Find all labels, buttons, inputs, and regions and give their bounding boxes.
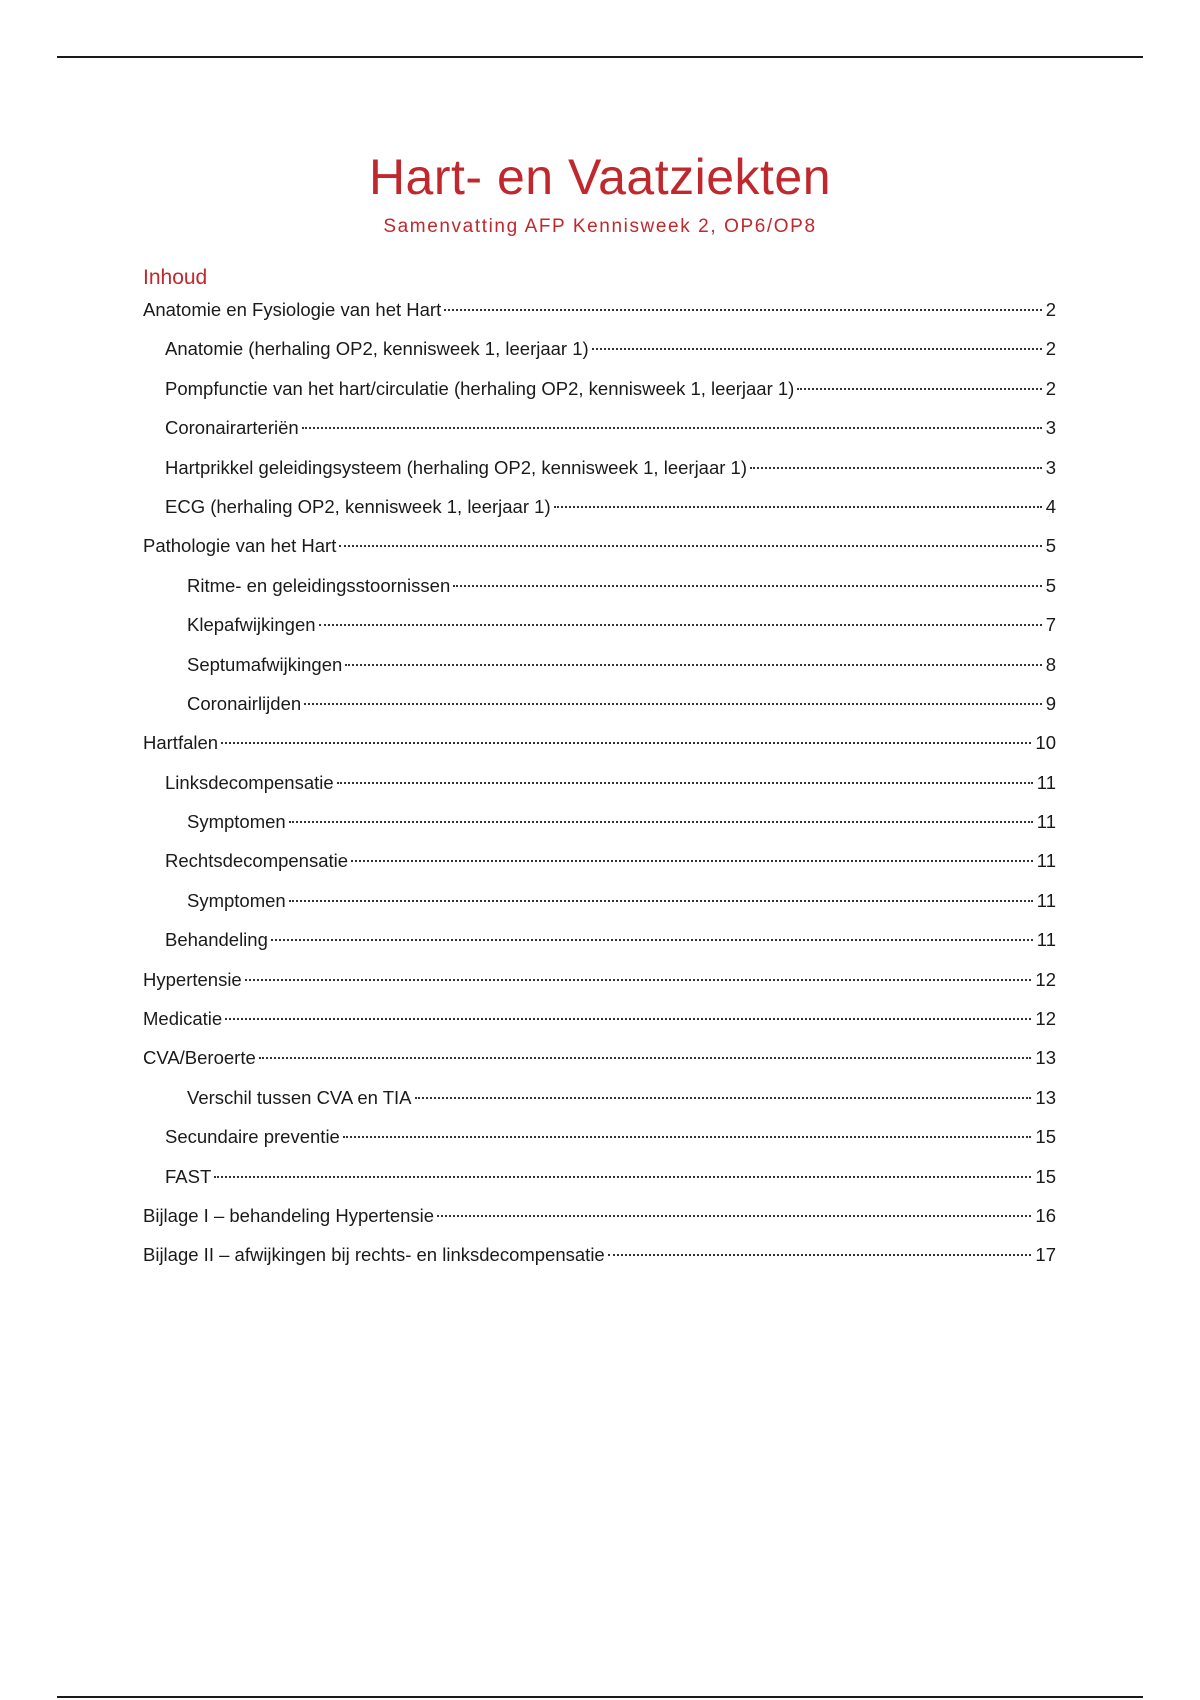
toc-entry[interactable]	[143, 999, 1056, 1038]
toc-entry-page: 13	[1035, 1086, 1056, 1108]
toc-entry[interactable]	[143, 1235, 1056, 1274]
toc-leader-dots	[302, 427, 1042, 429]
toc-leader-dots	[259, 1057, 1032, 1059]
toc-entry[interactable]	[143, 448, 1056, 487]
toc-leader-dots	[797, 388, 1041, 390]
toc-leader-dots	[415, 1097, 1032, 1099]
header-rule	[57, 56, 1143, 58]
toc-entry-page: 3	[1045, 456, 1056, 478]
toc-leader-dots	[343, 1136, 1032, 1138]
document-title: Hart- en Vaatziekten	[368, 149, 832, 205]
toc-entry-page: 12	[1035, 1008, 1056, 1030]
toc-entry[interactable]	[143, 566, 1056, 605]
toc-entry-label: Pompfunctie van het hart/circulatie (herhaling OP2, kennisweek 1, leerjaar 1)	[165, 377, 795, 399]
toc-leader-dots	[289, 900, 1033, 902]
toc-entry-label: Verschil tussen CVA en TIA	[187, 1086, 412, 1108]
toc-leader-dots	[221, 742, 1031, 744]
toc-entry[interactable]	[143, 1196, 1056, 1235]
toc-heading: Inhoud	[143, 266, 208, 289]
toc-entry-page: 17	[1035, 1244, 1056, 1266]
footer-rule	[57, 1696, 1143, 1698]
toc-entry[interactable]	[143, 1038, 1056, 1077]
toc-entry-label: CVA/Beroerte	[143, 1047, 256, 1069]
toc-entry-page: 2	[1045, 377, 1056, 399]
toc-entry-label: Anatomie (herhaling OP2, kennisweek 1, leerjaar 1)	[165, 338, 589, 360]
toc-entry[interactable]	[143, 329, 1056, 368]
toc-entry-label: FAST	[165, 1165, 212, 1187]
toc-leader-dots	[608, 1254, 1032, 1256]
toc-entry-label: Hartprikkel geleidingsysteem (herhaling OP2, kennisweek 1, leerjaar 1)	[165, 456, 748, 478]
toc-entry-label: ECG (herhaling OP2, kennisweek 1, leerjaar 1)	[165, 495, 551, 517]
toc-entry-label: Klepafwijkingen	[187, 614, 316, 636]
toc-leader-dots	[351, 860, 1033, 862]
toc-entry-label: Anatomie en Fysiologie van het Hart	[143, 299, 442, 320]
toc-leader-dots	[245, 979, 1032, 981]
toc-entry-page: 5	[1045, 535, 1056, 557]
toc-entry-label: Secundaire preventie	[165, 1126, 340, 1148]
toc-entry[interactable]	[143, 960, 1056, 999]
toc-entry-page: 11	[1036, 811, 1056, 833]
toc-entry[interactable]	[143, 1157, 1056, 1196]
toc-entry-label: Coronairlijden	[187, 692, 302, 714]
toc-entry[interactable]	[143, 1117, 1056, 1156]
toc-entry-page: 2	[1045, 299, 1056, 320]
toc-entry-page: 15	[1035, 1165, 1056, 1187]
toc-entry-label: Rechtsdecompensatie	[165, 850, 349, 872]
toc-entry-page: 15	[1035, 1126, 1056, 1148]
toc-leader-dots	[453, 585, 1041, 587]
toc-entry-label: Hartfalen	[143, 732, 219, 754]
toc-entry-label: Linksdecompensatie	[165, 771, 334, 793]
toc-entry[interactable]	[143, 605, 1056, 644]
toc-leader-dots	[337, 782, 1033, 784]
toc-entry-label: Medicatie	[143, 1008, 223, 1030]
toc-leader-dots	[289, 821, 1033, 823]
toc-entry[interactable]	[143, 881, 1056, 920]
toc-entry[interactable]	[143, 723, 1056, 762]
toc-leader-dots	[592, 348, 1042, 350]
toc-entry-page: 12	[1035, 968, 1056, 990]
toc-entry[interactable]	[143, 802, 1056, 841]
toc-entry-page: 7	[1045, 614, 1056, 636]
toc-entry[interactable]	[143, 841, 1056, 880]
toc-entry-page: 16	[1035, 1204, 1056, 1226]
toc-entry-page: 2	[1045, 338, 1056, 360]
toc-entry[interactable]	[143, 408, 1056, 447]
toc-entry-label: Behandeling	[165, 929, 268, 951]
toc-entry[interactable]	[143, 369, 1056, 408]
toc-entry[interactable]	[143, 684, 1056, 723]
toc-entry[interactable]	[143, 763, 1056, 802]
document-subtitle: Samenvatting AFP Kennisweek 2, OP6/OP8	[383, 216, 817, 237]
toc-leader-dots	[225, 1018, 1031, 1020]
toc-entry[interactable]	[143, 526, 1056, 565]
toc-entry-label: Symptomen	[187, 889, 286, 911]
table-of-contents	[143, 290, 1056, 1275]
toc-leader-dots	[271, 939, 1033, 941]
toc-entry-page: 11	[1036, 771, 1056, 793]
toc-leader-dots	[214, 1176, 1031, 1178]
toc-leader-dots	[554, 506, 1042, 508]
toc-entry-label: Ritme- en geleidingsstoornissen	[187, 574, 451, 596]
toc-leader-dots	[319, 624, 1042, 626]
toc-leader-dots	[345, 664, 1041, 666]
toc-entry-label: Coronairarteriën	[165, 417, 299, 439]
toc-entry[interactable]	[143, 290, 1056, 329]
toc-entry-page: 3	[1045, 417, 1056, 439]
toc-entry-page: 8	[1045, 653, 1056, 675]
toc-entry-page: 11	[1036, 929, 1056, 951]
toc-entry-page: 10	[1035, 732, 1056, 754]
toc-entry-label: Septumafwijkingen	[187, 653, 343, 675]
toc-entry[interactable]	[143, 920, 1056, 959]
toc-entry-label: Bijlage I – behandeling Hypertensie	[143, 1204, 435, 1226]
toc-entry-page: 11	[1036, 850, 1056, 872]
toc-entry-page: 11	[1036, 889, 1056, 911]
toc-leader-dots	[304, 703, 1042, 705]
toc-entry-page: 4	[1045, 495, 1056, 517]
toc-entry[interactable]	[143, 645, 1056, 684]
toc-entry[interactable]	[143, 487, 1056, 526]
toc-entry-label: Symptomen	[187, 811, 286, 833]
toc-leader-dots	[444, 309, 1041, 311]
toc-entry[interactable]	[143, 1078, 1056, 1117]
toc-entry-label: Hypertensie	[143, 968, 242, 990]
toc-entry-label: Bijlage II – afwijkingen bij rechts- en linksdecompensatie	[143, 1244, 605, 1266]
toc-leader-dots	[437, 1215, 1031, 1217]
toc-entry-page: 13	[1035, 1047, 1056, 1069]
toc-entry-page: 9	[1045, 692, 1056, 714]
toc-entry-page: 5	[1045, 574, 1056, 596]
toc-entry-label: Pathologie van het Hart	[143, 535, 337, 557]
toc-leader-dots	[750, 467, 1042, 469]
toc-leader-dots	[339, 545, 1041, 547]
